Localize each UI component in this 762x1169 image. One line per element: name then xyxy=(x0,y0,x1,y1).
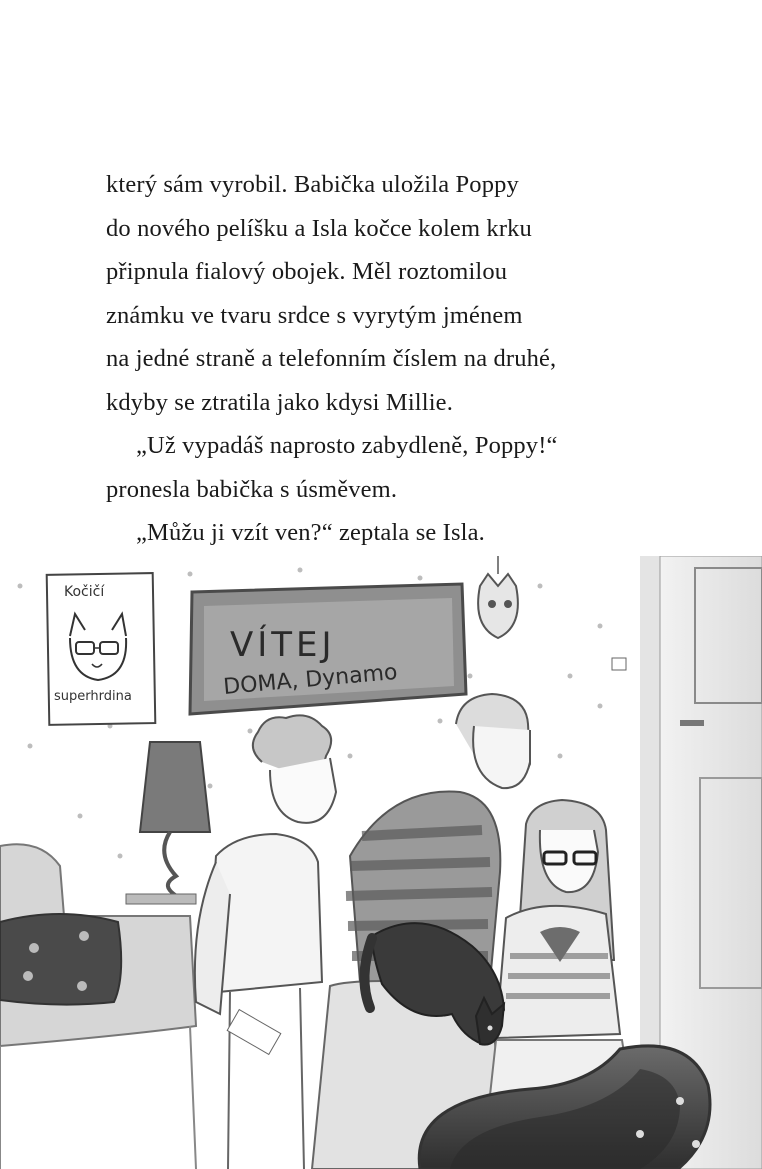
page-text-block xyxy=(106,163,666,555)
text-line: připnula fialový obojek. Měl roztomilou xyxy=(106,258,508,285)
table-lamp xyxy=(126,742,210,904)
banner-line2: DOMA, Dynamo xyxy=(222,659,399,700)
text-line: na jedné straně a telefonním číslem na druhé, xyxy=(106,345,557,372)
illustration xyxy=(0,556,762,1169)
boy xyxy=(195,715,336,1169)
text-line: známku ve tvaru srdce s vyrytým jménem xyxy=(106,301,523,329)
poster-title: Kočičí xyxy=(64,584,105,600)
welcome-banner xyxy=(190,584,466,714)
text-line: pronesla babička s úsměvem. xyxy=(106,475,398,503)
poster-subtitle: superhrdina xyxy=(54,689,132,704)
dialogue-line: „Už vypadáš naprosto zabydleně, Poppy!“ xyxy=(136,432,558,459)
text-line: který sám vyrobil. Babička uložila Poppy xyxy=(106,171,519,198)
text-line: kdyby se ztratila jako kdysi Millie. xyxy=(106,388,453,416)
cat-mask-decoration xyxy=(478,556,518,638)
banner-line1: VÍTEJ xyxy=(230,625,336,665)
sofa xyxy=(0,844,196,1169)
dialogue-line: „Můžu ji vzít ven?“ zeptala se Isla. xyxy=(136,519,485,546)
text-line: do nového pelíšku a Isla kočce kolem krku xyxy=(106,214,532,242)
poster xyxy=(47,573,156,725)
